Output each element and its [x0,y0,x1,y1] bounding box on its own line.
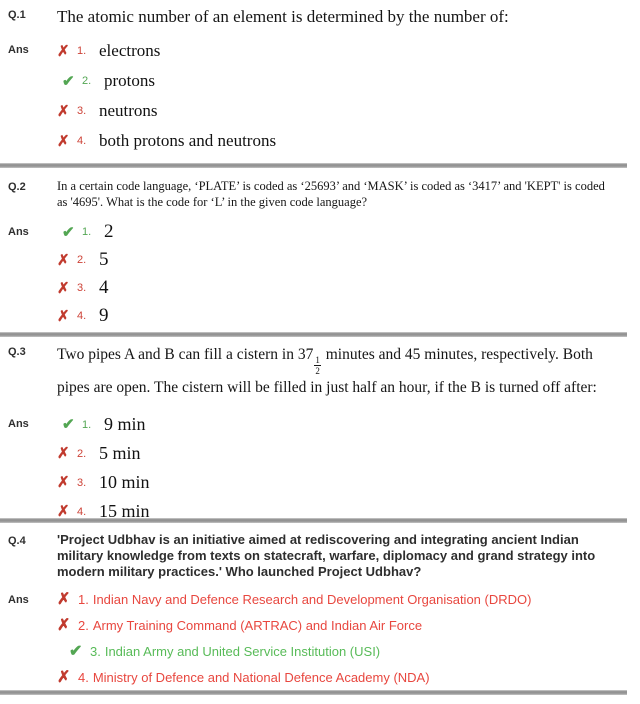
option-text: 5 min [99,443,141,463]
option-text: 9 min [104,414,146,434]
cross-icon: ✗ [57,42,70,60]
option-number: 2. [77,447,87,460]
cross-icon: ✗ [57,132,70,150]
question-text-before: Two pipes A and B can fill a cistern in 37 [57,346,314,363]
option-text: Indian Navy and Defence Research and Development Organisation (DRDO) [92,591,532,607]
fraction-numerator: 1 [315,355,320,365]
option-row [57,664,630,690]
check-icon: ✔ [62,223,75,241]
option-row [57,126,630,156]
option-row [57,246,630,274]
cross-icon: ✗ [57,668,71,686]
fraction-denominator: 2 [315,366,320,376]
question-block-2 [0,168,640,332]
option-number: 4. [78,669,89,685]
cross-icon: ✗ [57,474,70,491]
option-text: protons [104,71,155,90]
option-number: 3. [90,643,101,659]
option-row [57,274,630,302]
option-text: Army Training Command (ARTRAC) and Indian Air Force [92,617,423,633]
option-row [57,96,630,126]
cross-icon: ✗ [57,102,70,120]
option-text: electrons [99,41,161,60]
options-list [57,36,630,156]
option-number: 1. [78,591,89,607]
check-icon: ✔ [62,72,75,90]
option-row [57,586,630,612]
option-text: 9 [99,305,109,326]
section-divider [0,690,627,695]
option-row [57,468,630,497]
option-number: 1. [82,226,92,238]
options-list [57,410,630,518]
option-number: 3. [77,476,87,489]
answer-label: Ans [8,418,29,430]
option-row [57,36,630,66]
cross-icon: ✗ [57,279,70,297]
cross-icon: ✗ [57,307,70,325]
option-text: Indian Army and United Service Institution (USI) [104,643,381,659]
question-text: 'Project Udbhav is an initiative aimed at rediscovering and integrating ancient Indian military knowledge from texts on statecraft, warfare, diplomacy and grand strategy into modern military practices.' Who launched Project Udbhav? [57,532,596,579]
cross-icon: ✗ [57,445,70,462]
option-row [57,218,630,246]
option-text: 2 [104,221,114,242]
option-number: 4. [77,505,87,518]
option-number: 2. [82,75,92,87]
option-row [57,497,630,518]
options-list [57,218,630,330]
question-text: In a certain code language, ‘PLATE’ is coded as ‘25693’ and ‘MASK’ is coded as ‘3417’ and 'KEPT' is coded as '4695'. What is the code for ‘L’ in the given code language? [57,179,605,209]
option-row [57,439,630,468]
option-text: 5 [99,249,109,270]
option-row [57,638,630,664]
answer-label: Ans [8,226,29,238]
option-number: 4. [77,310,87,322]
question-number: Q.4 [8,535,26,547]
option-number: 4. [77,135,87,147]
question-text [57,343,630,400]
option-number: 1. [77,45,87,57]
check-icon: ✔ [69,642,83,660]
cross-icon: ✗ [57,251,70,269]
question-block-3 [0,337,640,518]
option-number: 2. [77,254,87,266]
check-icon: ✔ [62,416,75,433]
answer-label: Ans [8,44,29,56]
option-number: 3. [77,105,87,117]
cross-icon: ✗ [57,503,70,518]
option-row [57,66,630,96]
question-number: Q.1 [8,9,26,21]
option-row [57,302,630,330]
cross-icon: ✗ [57,616,71,634]
option-text: Ministry of Defence and National Defence Academy (NDA) [92,669,430,685]
option-number: 3. [77,282,87,294]
question-block-1 [0,0,640,163]
option-text: 4 [99,277,109,298]
cross-icon: ✗ [57,590,71,608]
options-list [57,586,630,690]
option-text: both protons and neutrons [99,131,277,150]
option-number: 1. [82,418,92,431]
option-text: 10 min [99,472,150,492]
question-text: The atomic number of an element is determined by the number of: [57,7,509,26]
question-number: Q.3 [8,346,26,358]
fraction [314,356,321,376]
question-number: Q.2 [8,181,26,193]
option-row [57,410,630,439]
option-row [57,612,630,638]
option-number: 2. [78,617,89,633]
option-text: neutrons [99,101,158,120]
answer-label: Ans [8,594,29,606]
option-text: 15 min [99,501,150,518]
question-block-4 [0,523,640,690]
question-text-after: minutes and 45 minutes, respectively. Both pipes are open. The cistern will be filled in just half an hour, if the B is turned off after: [57,346,597,396]
